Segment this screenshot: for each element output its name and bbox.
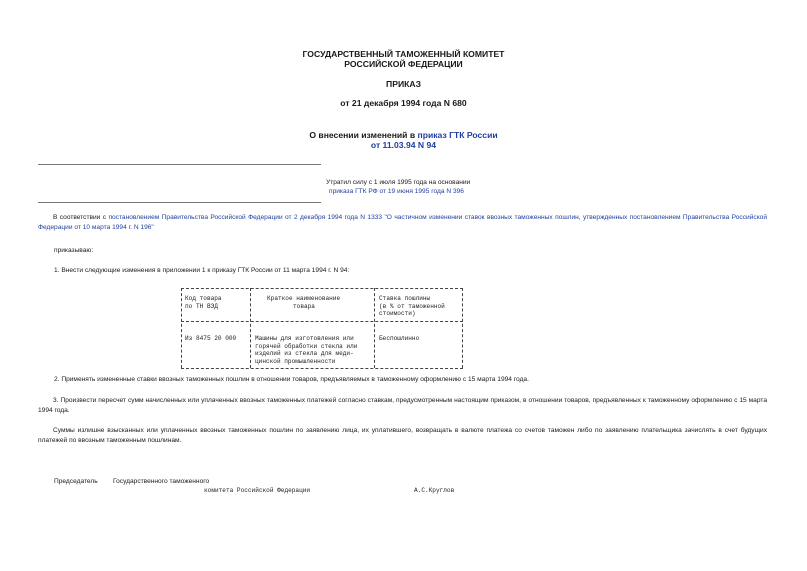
row-rate: Беспошлинно [379, 335, 420, 342]
table-header-code [185, 295, 222, 310]
header-rate-line-1: Ставка пошлины [379, 295, 431, 302]
subject-line-2 [0, 140, 807, 150]
status-line: Утратил силу с 1 июля 1995 года на основании [326, 179, 471, 186]
signature-org-line-1: Государственного таможенного [113, 478, 210, 485]
doc-type: ПРИКАЗ [386, 79, 421, 89]
item-2: 2. Применять измененные ставки ввозных таможенных пошлин в отношении товаров, предъявляемых в таможенному оформлению с 15 марта 1994 года. [54, 376, 529, 383]
preamble-paragraph [38, 213, 767, 232]
row-name [255, 335, 357, 365]
table-header-name [267, 295, 340, 310]
header-name-line-1: Краткое наименование [267, 295, 341, 302]
signature-name: А.С.Круглов [414, 487, 455, 494]
table-col-divider-1 [250, 288, 251, 368]
signature-role: Председатель [54, 478, 98, 485]
doc-date-number: от 21 декабря 1994 года N 680 [340, 98, 467, 108]
header-code-line-1: Код товара [185, 295, 222, 302]
row-code: Из 8475 20 000 [185, 335, 237, 342]
table-right-border [462, 288, 463, 368]
subject-prefix: О внесении изменений в [309, 130, 418, 140]
header-code-line-2: по ТН ВЭД [185, 302, 218, 310]
table-header-divider [181, 321, 463, 322]
row-name-line-1: Машины для изготовления или [255, 335, 354, 342]
table-col-divider-2 [374, 288, 375, 368]
item-3: 3. Произвести пересчет сумм начисленных или уплаченных ввозных таможенных платежей согласно ставкам, предусмотренным настоящим приказом, в отношении товаров, предъявленных к таможенному оформлению с 15 марта 1994 года. [38, 397, 767, 414]
order-word: приказываю: [54, 247, 94, 254]
header-name-line-2: товара [293, 302, 315, 310]
signature-org-line-2: комитета Российской Федерации [204, 487, 311, 494]
subject-link-1[interactable]: приказ ГТК России [417, 130, 498, 140]
row-name-line-3: изделий из стекла для меди- [255, 350, 354, 358]
header-rate-line-3: стоимости) [379, 310, 416, 318]
subject-link-2[interactable]: от 11.03.94 N 94 [370, 140, 437, 150]
table-left-border [181, 288, 182, 368]
preamble-link[interactable]: постановлением Правительства Российской Федерации от 2 декабря 1994 года N 1333 "О частичном изменении ставок ввозных таможенных пошлин, утвержденных постановлением Правительства Российской Федерации от 10 марта 1994 г. N 196" [38, 214, 767, 231]
tariff-table [181, 284, 466, 369]
row-name-line-4: цинской промышленности [255, 357, 336, 365]
row-name-line-2: горячей обработки стекла или [255, 342, 358, 350]
header-line-1: ГОСУДАРСТВЕННЫЙ ТАМОЖЕННЫЙ КОМИТЕТ [302, 49, 505, 59]
table-bottom-border [181, 368, 463, 369]
divider-top [38, 164, 321, 165]
subject-line-1 [0, 130, 807, 140]
table-top-border [181, 288, 463, 289]
status-link-line [329, 187, 464, 196]
status-link[interactable]: приказа ГТК РФ от 19 июня 1995 года N 396 [329, 188, 464, 195]
table-header-rate [379, 295, 445, 318]
preamble-prefix: В соответствии с [53, 214, 109, 221]
item-1: 1. Внести следующие изменения в приложении 1 к приказу ГТК России от 11 марта 1994 г. N 94: [54, 267, 350, 274]
item-4: Суммы излишне взысканных или уплаченных ввозных таможенных пошлин по заявлению лица, их уплатившего, возвращать в валюте платежа со счетов таможен либо по заявлению плательщика зачислять в счет будущих платежей по ввозным таможенным пошлинам. [38, 427, 767, 444]
header-rate-line-2: (в % от таможенной [379, 302, 445, 310]
header-line-2: РОССИЙСКОЙ ФЕДЕРАЦИИ [344, 59, 463, 69]
divider-bottom [38, 202, 321, 203]
